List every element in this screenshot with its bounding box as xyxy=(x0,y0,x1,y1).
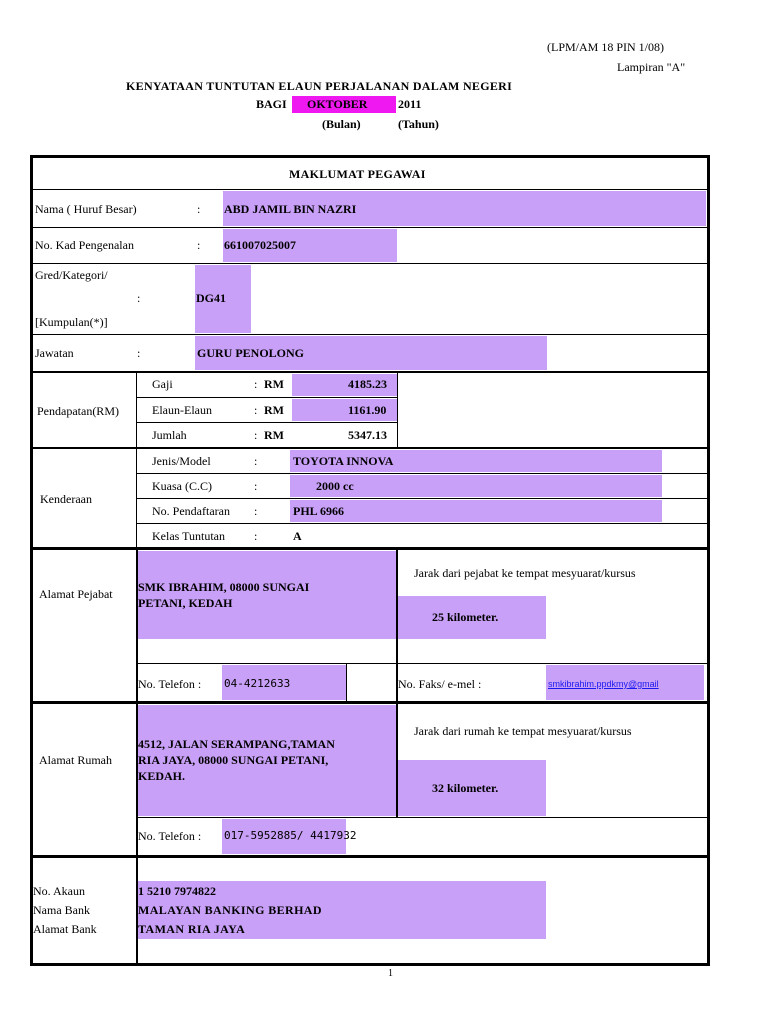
kelas-value[interactable]: A xyxy=(293,529,302,543)
alamat-rumah-line1[interactable]: 4512, JALAN SERAMPANG,TAMAN xyxy=(138,737,335,751)
gred-colon: : xyxy=(137,291,141,305)
lampiran-label: Lampiran "A" xyxy=(617,60,686,74)
rumah-tel-label: No. Telefon : xyxy=(138,829,202,843)
bank-nama-value[interactable]: MALAYAN BANKING BERHAD xyxy=(138,903,322,917)
elaun-label: Elaun-Elaun xyxy=(152,403,212,417)
elaun-value[interactable]: 1161.90 xyxy=(348,403,387,417)
pendaftaran-highlight xyxy=(290,500,662,522)
alamat-pejabat-line2[interactable]: PETANI, KEDAH xyxy=(138,596,233,610)
alamat-pejabat-label: Alamat Pejabat xyxy=(39,587,113,601)
page-number: 1 xyxy=(388,968,393,979)
pendaftaran-label: No. Pendaftaran xyxy=(152,504,230,518)
pejabat-email-link[interactable]: smkibrahim.ppdkmy@gmail xyxy=(548,679,659,689)
kumpulan-label: [Kumpulan(*)] xyxy=(35,315,108,329)
jarak-pejabat-value[interactable]: 25 kilometer. xyxy=(432,610,499,624)
kelas-colon: : xyxy=(254,529,258,543)
jarak-rumah-label: Jarak dari rumah ke tempat mesyuarat/kursus xyxy=(414,724,632,738)
form-title: KENYATAAN TUNTUTAN ELAUN PERJALANAN DALAM NEGERI xyxy=(126,79,513,93)
month-value[interactable]: OKTOBER xyxy=(307,97,368,111)
kuasa-value[interactable]: 2000 cc xyxy=(316,479,354,493)
year-caption: (Tahun) xyxy=(398,117,439,131)
nama-colon: : xyxy=(197,202,201,216)
jarak-rumah-value[interactable]: 32 kilometer. xyxy=(432,781,499,795)
jumlah-currency: RM xyxy=(264,428,284,442)
year-value[interactable]: 2011 xyxy=(398,97,422,111)
jawatan-label: Jawatan xyxy=(35,346,74,360)
pendaftaran-value[interactable]: PHL 6966 xyxy=(293,504,345,518)
jumlah-colon: : xyxy=(254,428,258,442)
kuasa-colon: : xyxy=(254,479,258,493)
jumlah-value: 5347.13 xyxy=(348,428,387,442)
jawatan-colon: : xyxy=(137,346,141,360)
form-reference-code: (LPM/AM 18 PIN 1/08) xyxy=(547,40,665,54)
bank-nama-label: Nama Bank xyxy=(33,903,90,917)
bank-akaun-value[interactable]: 1 5210 7974822 xyxy=(138,884,216,898)
kelas-label: Kelas Tuntutan xyxy=(152,529,226,543)
gaji-value[interactable]: 4185.23 xyxy=(348,377,387,391)
gred-value[interactable]: DG41 xyxy=(196,291,226,305)
gaji-label: Gaji xyxy=(152,377,173,391)
alamat-rumah-line3[interactable]: KEDAH. xyxy=(138,769,186,783)
pejabat-tel-value[interactable]: 04-4212633 xyxy=(224,677,291,690)
jenis-label: Jenis/Model xyxy=(152,454,211,468)
jenis-colon: : xyxy=(254,454,258,468)
jenis-value[interactable]: TOYOTA INNOVA xyxy=(293,454,394,468)
jumlah-label: Jumlah xyxy=(152,428,187,442)
alamat-rumah-line2[interactable]: RIA JAYA, 08000 SUNGAI PETANI, xyxy=(138,753,329,767)
elaun-currency: RM xyxy=(264,403,284,417)
bagi-label: BAGI xyxy=(256,97,287,111)
kuasa-label: Kuasa (C.C) xyxy=(152,479,212,493)
jawatan-value[interactable]: GURU PENOLONG xyxy=(197,346,305,360)
pendapatan-label: Pendapatan(RM) xyxy=(37,404,119,418)
elaun-colon: : xyxy=(254,403,258,417)
gaji-currency: RM xyxy=(264,377,284,391)
gaji-colon: : xyxy=(254,377,258,391)
ic-colon: : xyxy=(197,238,201,252)
nama-label: Nama ( Huruf Besar) xyxy=(35,202,137,216)
ic-value[interactable]: 661007025007 xyxy=(224,238,296,252)
bank-alamat-label: Alamat Bank xyxy=(33,922,97,936)
gred-label: Gred/Kategori/ xyxy=(35,268,108,282)
kenderaan-label: Kenderaan xyxy=(40,492,92,506)
alamat-rumah-label: Alamat Rumah xyxy=(39,753,112,767)
alamat-pejabat-line1[interactable]: SMK IBRAHIM, 08000 SUNGAI xyxy=(138,580,310,594)
nama-value[interactable]: ABD JAMIL BIN NAZRI xyxy=(224,202,357,216)
pejabat-faks-label: No. Faks/ e-mel : xyxy=(398,677,482,691)
bank-akaun-label: No. Akaun xyxy=(33,884,85,898)
ic-label: No. Kad Pengenalan xyxy=(35,238,134,252)
month-caption: (Bulan) xyxy=(322,117,361,131)
pejabat-tel-label: No. Telefon : xyxy=(138,677,202,691)
bank-alamat-value[interactable]: TAMAN RIA JAYA xyxy=(138,922,246,936)
rumah-tel-value[interactable]: 017-5952885/ 4417932 xyxy=(224,829,357,842)
jarak-pejabat-label: Jarak dari pejabat ke tempat mesyuarat/kursus xyxy=(414,566,636,580)
alamat-pejabat-highlight xyxy=(138,551,396,639)
pendaftaran-colon: : xyxy=(254,504,258,518)
section-title: MAKLUMAT PEGAWAI xyxy=(289,167,426,181)
